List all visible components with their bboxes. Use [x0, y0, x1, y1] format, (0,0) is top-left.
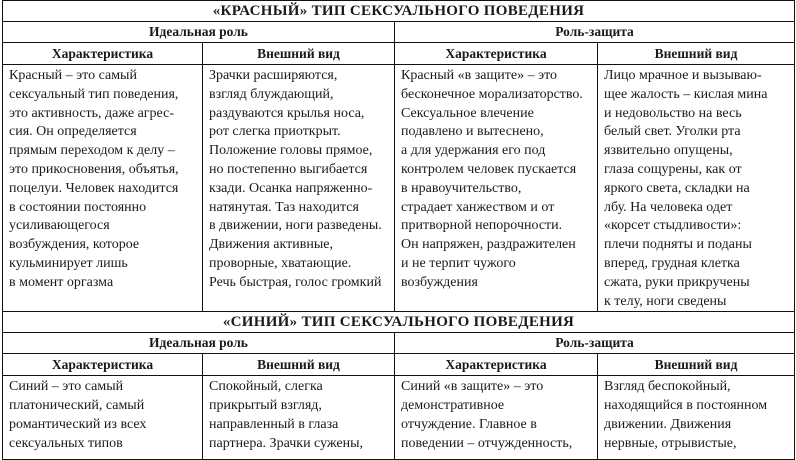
text-line: яркого света, складки на: [604, 180, 750, 196]
text-line: демонстративное: [401, 398, 505, 414]
text-line: Спокойный, слегка: [209, 379, 323, 395]
text-line: романтический из всех: [9, 416, 147, 432]
text-line: язвительно опущены,: [604, 143, 733, 159]
text-line: это прикосновения, объятья,: [9, 161, 179, 177]
text-line: возбуждения, которое: [9, 237, 140, 253]
text-line: движении. Движения: [604, 416, 732, 432]
blue-ideal-char-header: Характеристика: [3, 354, 203, 376]
text-line: сексуальных типов: [9, 435, 123, 451]
text-line: прямым переходом к делу –: [9, 143, 175, 159]
text-line: но постепенно выгибается: [209, 161, 368, 177]
text-line: нервные, отрывистые,: [604, 435, 737, 451]
text-line: к телу, ноги сведены: [604, 293, 727, 309]
text-line: взгляд блуждающий,: [209, 86, 334, 102]
text-line: а для удержания его под: [401, 143, 546, 159]
text-line: Красный «в защите» – это: [401, 68, 558, 83]
text-line: усиливающегося: [9, 218, 110, 234]
red-defense-role-header: Роль-защита: [395, 22, 795, 43]
text-line: лбу. На человека одет: [604, 199, 733, 215]
text-line: платонический, самый: [9, 398, 145, 414]
red-ideal-appearance: [203, 65, 395, 312]
text-line: «корсет стыдливости»:: [604, 218, 742, 234]
text-line: раздуваются крылья носа,: [209, 105, 365, 121]
text-line: глаза сощурены, как от: [604, 161, 742, 177]
red-ideal-char-header: Характеристика: [3, 43, 203, 65]
text-line: поцелуи. Человек находится: [9, 180, 179, 196]
text-line: сия. Он определяется: [9, 124, 137, 140]
text-line: направленный в глаза: [209, 416, 339, 432]
text-line: Синий «в защите» – это: [401, 379, 544, 395]
red-defense-appearance: [598, 65, 795, 312]
blue-defense-role-header: Роль-защита: [395, 333, 795, 354]
text-line: Сексуальное влечение: [401, 105, 534, 121]
text-line: Лицо мрачное и вызываю-: [604, 68, 762, 83]
text-line: прикрытый взгляд,: [209, 398, 322, 414]
text-line: Он напряжен, раздражителен: [401, 237, 576, 253]
text-line: Красный – это самый: [9, 68, 137, 83]
text-line: партнера. Зрачки сужены,: [209, 435, 364, 451]
red-type-title: «КРАСНЫЙ» ТИП СЕКСУАЛЬНОГО ПОВЕДЕНИЯ: [3, 1, 795, 22]
red-defense-look-header: Внешний вид: [598, 43, 795, 65]
text-line: страдает ханжеством и от: [401, 199, 555, 215]
red-ideal-characteristic: [3, 65, 203, 312]
blue-ideal-look-header: Внешний вид: [203, 354, 395, 376]
text-line: в состоянии постоянно: [9, 199, 147, 215]
red-ideal-role-header: Идеальная роль: [3, 22, 395, 43]
text-line: в момент оргазма: [9, 274, 114, 290]
red-ideal-look-header: Внешний вид: [203, 43, 395, 65]
text-line: в движении, ноги разведены.: [209, 218, 382, 234]
text-line: Синий – это самый: [9, 379, 124, 395]
text-line: кульминирует лишь: [9, 255, 128, 271]
blue-defense-look-header: Внешний вид: [598, 354, 795, 376]
blue-ideal-characteristic: [3, 376, 203, 460]
text-line: проворные, хватающие.: [209, 255, 352, 271]
text-line: Положение головы прямое,: [209, 143, 373, 159]
text-line: плечи подняты и поданы: [604, 237, 752, 253]
text-line: находящийся в постоянном: [604, 398, 768, 414]
text-line: и не терпит чужого: [401, 255, 516, 271]
text-line: рот слегка приоткрыт.: [209, 124, 341, 140]
text-line: поведении – отчужденность,: [401, 435, 573, 451]
text-line: и недовольство на весь: [604, 105, 742, 121]
text-line: сжата, руки прикручены: [604, 274, 750, 290]
text-line: белый свет. Уголки рта: [604, 124, 741, 140]
text-line: кзади. Осанка напряженно-: [209, 180, 373, 196]
text-line: бесконечное морализаторство.: [401, 86, 583, 102]
blue-type-title: «СИНИЙ» ТИП СЕКСУАЛЬНОГО ПОВЕДЕНИЯ: [3, 312, 795, 333]
text-line: притворной непорочности.: [401, 218, 563, 234]
text-line: возбуждения: [401, 274, 478, 290]
red-defense-char-header: Характеристика: [395, 43, 598, 65]
text-line: вперед, грудная клетка: [604, 255, 740, 271]
text-line: это активность, даже агрес-: [9, 105, 174, 121]
blue-defense-characteristic: [395, 376, 598, 460]
red-defense-characteristic: [395, 65, 598, 312]
text-line: подавлено и вытеснено,: [401, 124, 544, 140]
text-line: в нравоучительство,: [401, 180, 522, 196]
text-line: натянутая. Таз находится: [209, 199, 359, 215]
blue-ideal-role-header: Идеальная роль: [3, 333, 395, 354]
behavior-table: [2, 0, 795, 460]
text-line: щее жалость – кислая мина: [604, 86, 768, 102]
text-line: контролем человек пускается: [401, 161, 577, 177]
text-line: сексуальный тип поведения,: [9, 86, 179, 102]
blue-defense-appearance: [598, 376, 795, 460]
text-line: Зрачки расширяются,: [209, 68, 338, 83]
text-line: Речь быстрая, голос громкий: [209, 274, 382, 290]
text-line: отчуждение. Главное в: [401, 416, 537, 432]
blue-defense-char-header: Характеристика: [395, 354, 598, 376]
blue-ideal-appearance: [203, 376, 395, 460]
text-line: Движения активные,: [209, 237, 333, 253]
text-line: Взгляд беспокойный,: [604, 379, 731, 395]
